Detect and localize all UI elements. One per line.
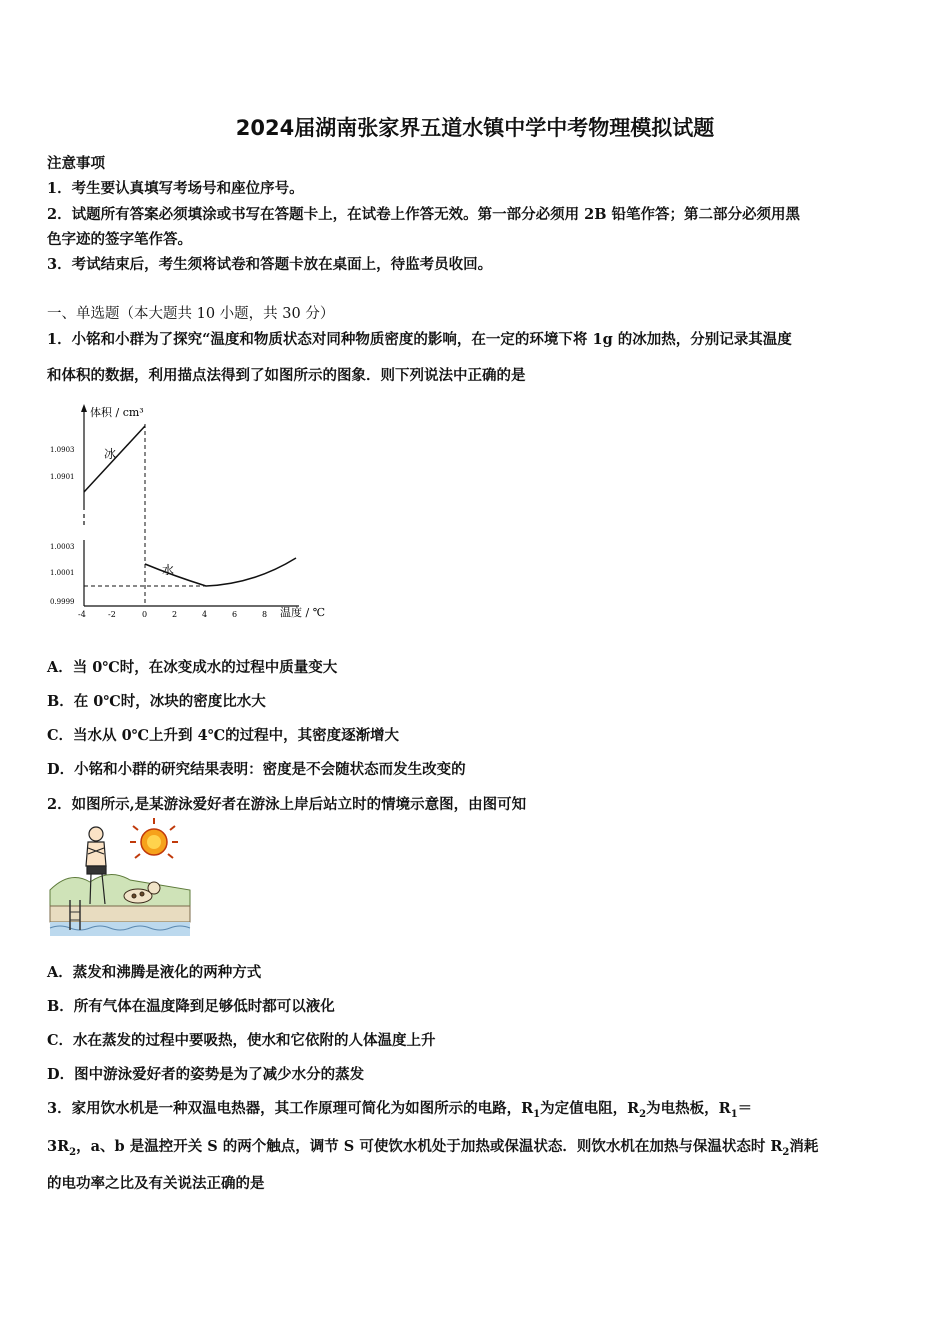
y-axis-label: 体积 / cm³ (90, 406, 144, 419)
ice-series-label: 冰 (104, 447, 117, 461)
y-tick-1.0001: 1.0001 (50, 569, 75, 577)
notice-item-2-cont: 色字迹的签字笔作答。 (47, 231, 192, 248)
x-axis-label: 温度 / ℃ (280, 606, 326, 619)
y-tick-1.0901: 1.0901 (50, 473, 75, 481)
x-tick--4: -4 (78, 610, 86, 619)
q2-option-b[interactable]: B．所有气体在温度降到足够低时都可以液化 (47, 998, 335, 1015)
q2-option-a[interactable]: A．蒸发和沸腾是液化的两种方式 (47, 964, 262, 981)
q2-option-c[interactable]: C．水在蒸发的过程中要吸热，使水和它依附的人体温度上升 (47, 1032, 436, 1049)
q1-option-d[interactable]: D．小铭和小群的研究结果表明：密度是不会随状态而发生改变的 (47, 761, 466, 778)
q3-stem-line2: $3R_2$，a、b 是温控开关 S 的两个触点，调节 S 可使饮水机处于加热或保温状态．则饮水机在加热与保温状态时 $R_2$消耗 (47, 1138, 819, 1158)
q3-stem-line3: 的电功率之比及有关说法正确的是 (47, 1175, 265, 1192)
x-tick-6: 6 (232, 610, 238, 619)
q1-stem-line1: 1．小铭和小群为了探究“温度和物质状态对同种物质密度的影响，在一定的环境下将 1g 的冰加热，分别记录其温度 (47, 331, 792, 348)
sun-icon (130, 818, 178, 858)
notice-item-1: 1．考生要认真填写考场号和座位序号。 (47, 180, 304, 197)
q3-stem-line1: 3．家用饮水机是一种双温电热器，其工作原理可简化为如图所示的电路，$R_1$为定值电阻，$R_2$为电热板，$R_1=$ (47, 1100, 753, 1120)
q1-option-b[interactable]: B．在 0℃时，冰块的密度比水大 (47, 693, 266, 710)
q1-stem-line2: 和体积的数据，利用描点法得到了如图所示的图象．则下列说法中正确的是 (47, 367, 526, 384)
water-series-label: 水 (162, 563, 175, 577)
x-tick-2: 2 (172, 610, 178, 619)
section-heading: 一、单选题（本大题共 10 小题，共 30 分） (47, 306, 335, 322)
x-tick-8: 8 (262, 610, 268, 619)
notice-item-3: 3．考试结束后，考生须将试卷和答题卡放在桌面上，待监考员收回。 (47, 256, 493, 273)
y-tick-1.0003: 1.0003 (50, 543, 75, 551)
y-tick-1.0903: 1.0903 (50, 446, 75, 454)
page-title: 2024届湖南张家界五道水镇中学中考物理模拟试题 (235, 116, 715, 140)
q2-option-d[interactable]: D．图中游泳爱好者的姿势是为了减少水分的蒸发 (47, 1066, 365, 1083)
q1-option-a[interactable]: A．当 0℃时，在冰变成水的过程中质量变大 (47, 659, 338, 676)
x-tick-0: 0 (142, 610, 148, 619)
y-tick-0.9999: 0.9999 (50, 598, 75, 606)
q2-stem: 2．如图所示,是某游泳爱好者在游泳上岸后站立时的情境示意图，由图可知 (47, 796, 527, 813)
swimmer-illustration (50, 820, 190, 938)
x-tick--2: -2 (108, 610, 116, 619)
notice-item-2: 2．试题所有答案必须填涂或书写在答题卡上，在试卷上作答无效。第一部分必须用 2B 铅笔作答；第二部分必须用黑 (47, 206, 801, 223)
notice-heading: 注意事项 (47, 155, 105, 172)
x-tick-4: 4 (202, 610, 208, 619)
q1-option-c[interactable]: C．当水从 0℃上升到 4℃的过程中，其密度逐渐增大 (47, 727, 400, 744)
volume-temperature-graph (44, 398, 326, 628)
